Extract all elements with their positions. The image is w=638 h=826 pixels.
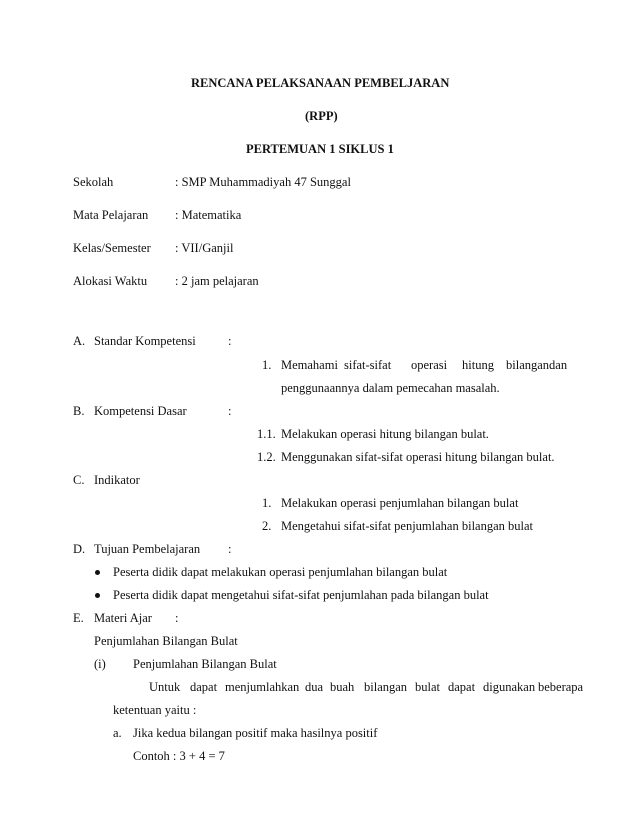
identity-value-time: : 2 jam pelajaran: [175, 274, 259, 288]
section-e-para-line2: ketentuan yaitu :: [113, 703, 197, 717]
section-e-para-word: bilangan: [364, 680, 408, 694]
bullet-icon: [95, 593, 100, 598]
section-a-item-word: Memahami: [281, 358, 338, 372]
identity-value-school: : SMP Muhammadiyah 47 Sunggal: [175, 175, 351, 189]
section-b-item-number: 1.2.: [257, 450, 276, 464]
identity-label-time: Alokasi Waktu: [73, 274, 148, 288]
section-e-point-letter: a.: [113, 726, 122, 740]
section-e-title: Materi Ajar: [94, 611, 152, 625]
section-a-item-number: 1.: [262, 358, 272, 372]
section-a-letter: A.: [73, 334, 86, 348]
section-c-item-number: 2.: [262, 519, 272, 533]
section-e-para-word: buah: [330, 680, 355, 694]
section-e-para-word: dapat: [448, 680, 476, 694]
section-e-para-word: digunakan: [483, 680, 536, 694]
section-e-para-word: menjumlahkan: [225, 680, 300, 694]
section-a-item-word: sifat-sifat: [344, 358, 392, 372]
identity-label-subject: Mata Pelajaran: [73, 208, 149, 222]
section-b-title: Kompetensi Dasar: [94, 404, 187, 418]
section-b-item-text: Menggunakan sifat-sifat operasi hitung bilangan bulat.: [281, 450, 555, 464]
identity-value-subject: : Matematika: [175, 208, 242, 222]
section-e-colon: :: [175, 611, 179, 625]
section-a-item-word: hitung: [462, 358, 494, 372]
section-e-sub-number: (i): [94, 657, 106, 671]
section-e-para-word: dua: [305, 680, 324, 694]
section-e-letter: E.: [73, 611, 84, 625]
meeting-heading: PERTEMUAN 1 SIKLUS 1: [246, 142, 394, 156]
section-d-letter: D.: [73, 542, 86, 556]
section-e-subtitle: Penjumlahan Bilangan Bulat: [94, 634, 238, 648]
section-c-title: Indikator: [94, 473, 140, 487]
document-abbreviation: (RPP): [305, 109, 338, 123]
section-a-colon: :: [228, 334, 232, 348]
identity-label-school: Sekolah: [73, 175, 114, 189]
bullet-icon: [95, 570, 100, 575]
section-d-bullet-text: Peserta didik dapat mengetahui sifat-sifat penjumlahan pada bilangan bulat: [113, 588, 489, 602]
section-e-para-word: beberapa: [538, 680, 584, 694]
section-b-item-number: 1.1.: [257, 427, 276, 441]
section-c-item-text: Melakukan operasi penjumlahan bilangan bulat: [281, 496, 519, 510]
section-a-title: Standar Kompetensi: [94, 334, 196, 348]
section-e-sub-title: Penjumlahan Bilangan Bulat: [133, 657, 277, 671]
section-b-item-text: Melakukan operasi hitung bilangan bulat.: [281, 427, 489, 441]
section-a-item-word: operasi: [411, 358, 448, 372]
section-e-para-word: Untuk: [149, 680, 181, 694]
section-a-item-line2: penggunaannya dalam pemecahan masalah.: [281, 381, 500, 395]
section-d-colon: :: [228, 542, 232, 556]
section-c-item-number: 1.: [262, 496, 272, 510]
section-d-bullet-text: Peserta didik dapat melakukan operasi penjumlahan bilangan bulat: [113, 565, 448, 579]
section-c-letter: C.: [73, 473, 85, 487]
section-a-item-word: bilangandan: [506, 358, 568, 372]
section-c-item-text: Mengetahui sifat-sifat penjumlahan bilangan bulat: [281, 519, 534, 533]
section-d-title: Tujuan Pembelajaran: [94, 542, 201, 556]
identity-value-class: : VII/Ganjil: [175, 241, 234, 255]
identity-label-class: Kelas/Semester: [73, 241, 151, 255]
section-e-para-word: bulat: [415, 680, 440, 694]
document-title: RENCANA PELAKSANAAN PEMBELJARAN: [191, 76, 450, 90]
section-e-example: Contoh : 3 + 4 = 7: [133, 749, 225, 763]
section-b-colon: :: [228, 404, 232, 418]
section-e-point-text: Jika kedua bilangan positif maka hasilnya positif: [133, 726, 378, 740]
section-e-para-word: dapat: [190, 680, 218, 694]
section-b-letter: B.: [73, 404, 85, 418]
